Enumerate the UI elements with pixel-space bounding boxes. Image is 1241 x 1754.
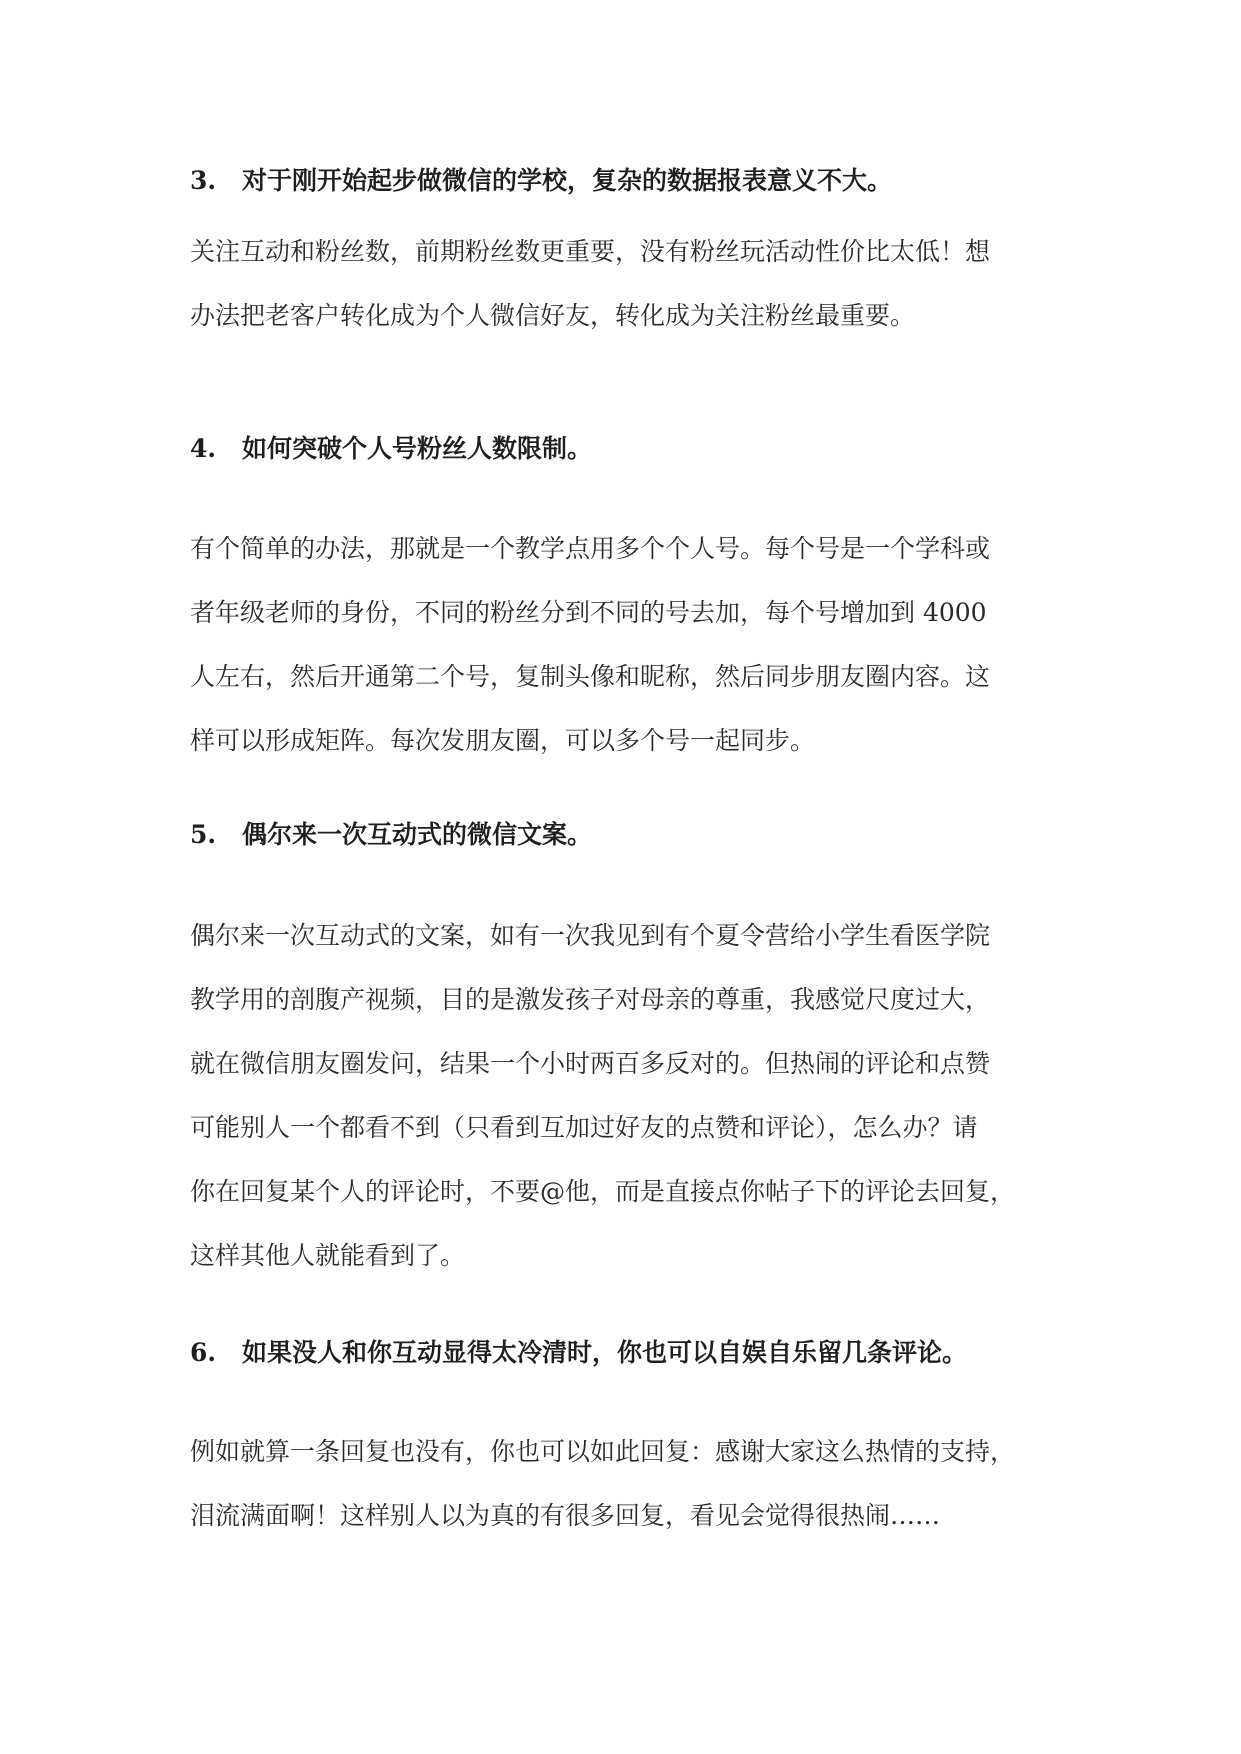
- paragraph-line: 可能别人一个都看不到（只看到互加过好友的点赞和评论），怎么办？请: [190, 1113, 978, 1142]
- paragraph-line: 办法把老客户转化成为个人微信好友，转化成为关注粉丝最重要。: [190, 301, 916, 330]
- paragraph-line: 这样其他人就能看到了。: [190, 1241, 466, 1270]
- section-4-paragraph: [190, 517, 1090, 773]
- section-5-paragraph: [190, 904, 1090, 1288]
- section-5-number: 5.: [190, 820, 217, 849]
- section-3-number: 3.: [190, 166, 217, 195]
- section-5-heading: [190, 818, 1090, 852]
- paragraph-line: 就在微信朋友圈发问，结果一个小时两百多反对的。但热闹的评论和点赞: [190, 1049, 991, 1078]
- section-4-title: 如何突破个人号粉丝人数限制。: [242, 434, 593, 463]
- paragraph-line: 教学用的剖腹产视频，目的是激发孩子对母亲的尊重，我感觉尺度过大，: [190, 985, 991, 1014]
- paragraph-line: 例如就算一条回复也没有，你也可以如此回复：感谢大家这么热情的支持，: [190, 1437, 1016, 1466]
- paragraph-line: 泪流满面啊！这样别人以为真的有很多回复，看见会觉得很热闹……: [190, 1501, 941, 1530]
- section-4-heading: [190, 432, 1090, 466]
- section-3-title: 对于刚开始起步做微信的学校，复杂的数据报表意义不大。: [242, 166, 893, 195]
- section-6-title: 如果没人和你互动显得太冷清时，你也可以自娱自乐留几条评论。: [242, 1338, 968, 1367]
- paragraph-line: 人左右，然后开通第二个号，复制头像和昵称，然后同步朋友圈内容。这: [190, 662, 991, 691]
- section-4-number: 4.: [190, 434, 217, 463]
- paragraph-line: 样可以形成矩阵。每次发朋友圈，可以多个号一起同步。: [190, 726, 816, 755]
- paragraph-line: 者年级老师的身份，不同的粉丝分到不同的号去加，每个号增加到 4000: [190, 598, 987, 627]
- section-6-paragraph: [190, 1420, 1090, 1548]
- paragraph-line: 偶尔来一次互动式的文案，如有一次我见到有个夏令营给小学生看医学院: [190, 921, 991, 950]
- paragraph-line: 有个简单的办法，那就是一个教学点用多个个人号。每个号是一个学科或: [190, 534, 991, 563]
- paragraph-line: 关注互动和粉丝数，前期粉丝数更重要，没有粉丝玩活动性价比太低！想: [190, 237, 991, 266]
- section-5-title: 偶尔来一次互动式的微信文案。: [242, 820, 593, 849]
- section-6-number: 6.: [190, 1338, 217, 1367]
- section-3-paragraph: [190, 220, 1090, 348]
- paragraph-line: 你在回复某个人的评论时，不要@他，而是直接点你帖子下的评论去回复，: [190, 1177, 1016, 1206]
- section-3-heading: [190, 164, 1090, 198]
- section-6-heading: [190, 1336, 1090, 1370]
